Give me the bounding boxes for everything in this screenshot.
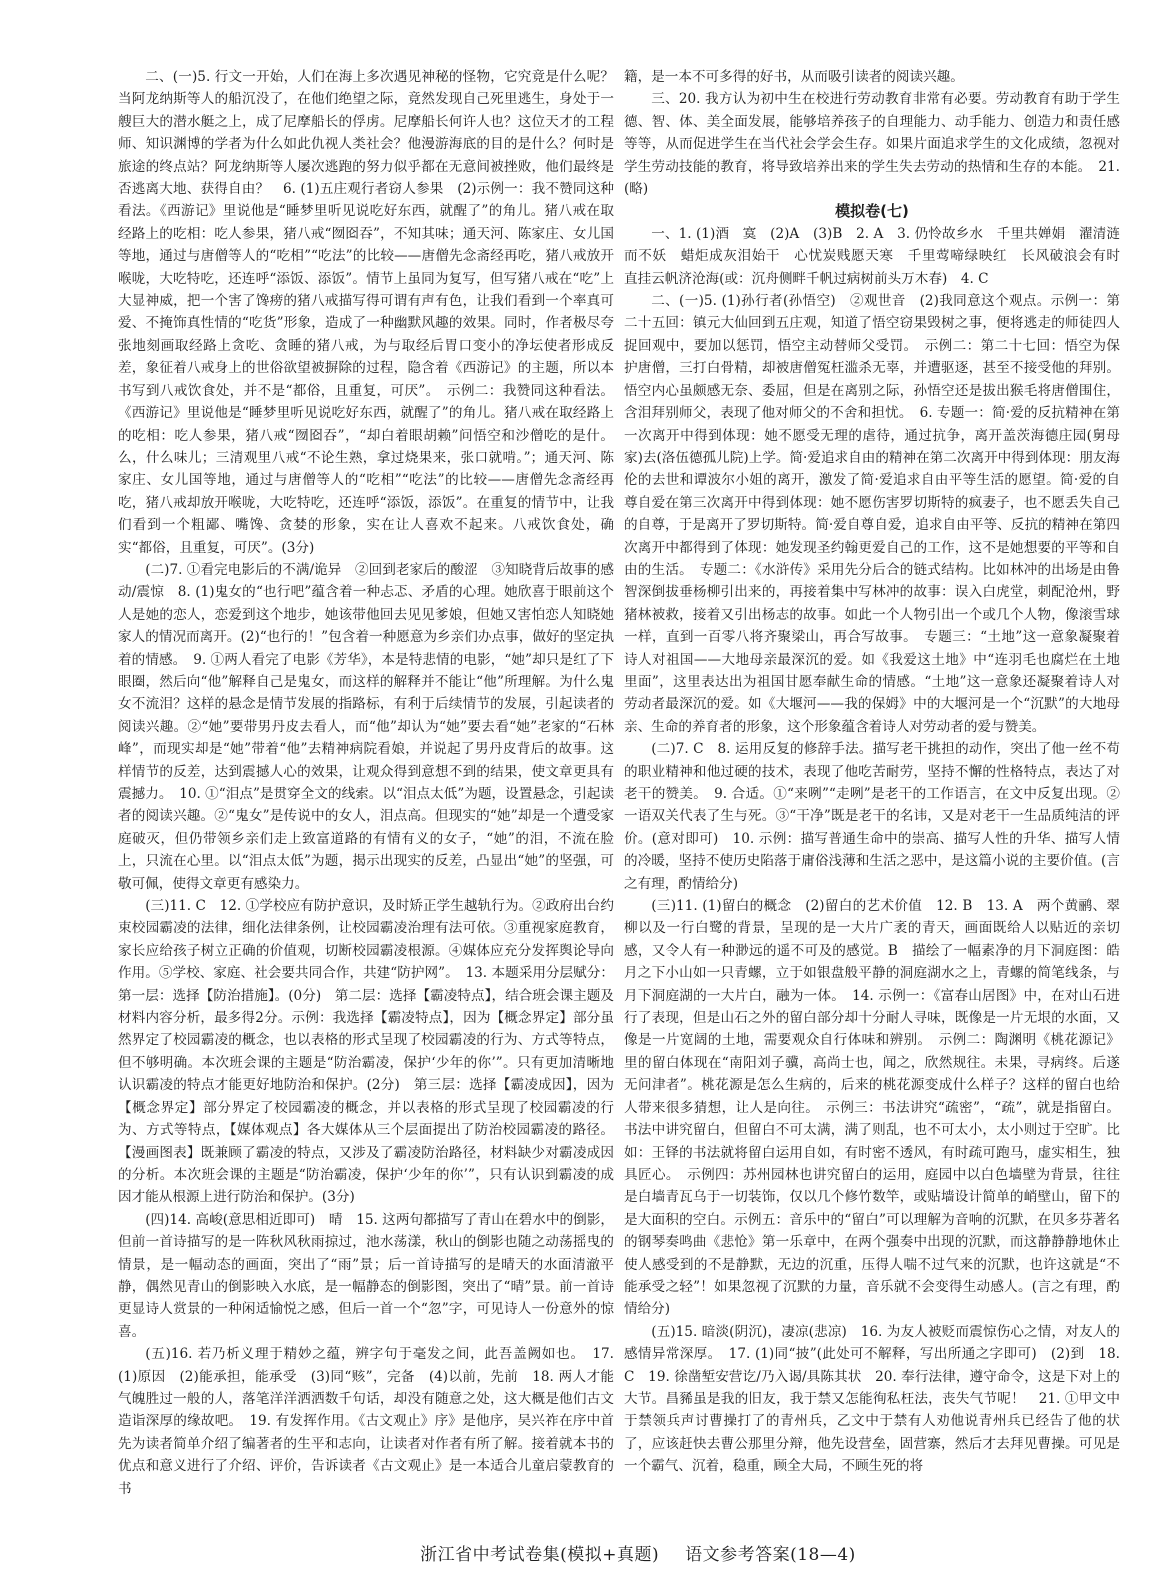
answer-paragraph: (五)15. 暗淡(阴沉)，凄凉(悲凉) 16. 为友人被贬而震惊伤心之情，对友人的感情异常深厚。 17. (1)同“披”(此处可不解释，写出所通之字即可) (2)到 18. C 19. 徐凿堑安营讫/乃入谒/具陈其状 20. 奉行法律，遵守命令，这是下对上的大节。昌豨虽是我的旧友，我于禁又怎能徇私枉法，丧失气节呢！ 21. ①甲文中于禁领兵声讨曹操打了的青州兵，乙文中于禁有人劝他说青州兵已经告了他的状了，应该赶快去曹公那里分辩，他先设营垒，固营寨，然后才去拜见曹操。可见是一个霸气、沉着，稳重，顾全大局，不顾生死的将	[624, 1323, 1120, 1475]
mock-exam-heading: 模拟卷(七)	[835, 202, 909, 221]
page-footer	[318, 1540, 958, 1565]
answer-paragraph: 三、20. 我方认为初中生在校进行劳动教育非常有必要。劳动教育有助于学生德、智、体、美全面发展，能够培养孩子的自理能力、动手能力、创造力和责任感等等，从而促进学生在当代社会学会生存。如果片面追求学生的文化成绩，忽视对学生劳动技能的教育，将导致培养出来的学生失去劳动的热情和生存的本能。 21. (略)	[624, 91, 1120, 198]
footer-book-title: 浙江省中考试卷集(模拟+真题)	[420, 1545, 660, 1565]
continuation-text: 籍，是一本不可多得的好书，从而吸引读者的阅读兴趣。	[624, 69, 964, 85]
answer-paragraph: (二)7. ①看完电影后的不满/诡异 ②回到老家后的酸涩 ③知晓背后故事的感动/震惊 8. (1)鬼女的“也行吧”蕴含着一种忐忑、矛盾的心理。她欣喜于眼前这个人是她的恋人，恋爱到这个地步，她该带他回去见见爹娘，但她又害怕恋人知晓她家人的情况而离开。(2)“也行的！”包含着一种愿意为乡亲们办点事，做好的坚定执着的情感。 9. ①两人看完了电影《芳华》，本是特悲情的电影，“她”却只是红了下眼圈，然后向“他”解释自己是鬼女，而这样的解释并不能让“他”所理解。为什么鬼女不流泪？这样的悬念是情节发展的指路标，有利于后续情节的发展，引起读者的阅读兴趣。②“她”要带男丹皮去看人，而“他”却认为“她”要去看“她”老家的“石林峰”，而现实却是“她”带着“他”去精神病院看娘，并说起了男丹皮背后的故事。这样情节的反差，达到震撼人心的效果，让观众得到意想不到的结果，使文章更具有震撼力。 10. ①“泪点”是贯穿全文的线索。以“泪点太低”为题，设置悬念，引起读者的阅读兴趣。②“鬼女”是传说中的女人，泪点高。但现实的“她”却是一个遭受家庭破灭，但仍带领乡亲们走上致富道路的有情有义的女子，“她”的泪，不流在脸上，只流在心里。以“泪点太低”为题，揭示出现实的反差，凸显出“她”的坚强，可敬可佩，使得文章更有感染力。	[118, 561, 614, 892]
answer-paragraph: (二)7. C 8. 运用反复的修辞手法。描写老干挑担的动作，突出了他一丝不苟的职业精神和他过硬的技术，表现了他吃苦耐劳，坚持不懈的性格特点，表达了对老干的赞美。 9. 合适。①“来咧”“走咧”是老干的工作语言，在文中反复出现。②一语双关代表了生与死。③“干净”既是老干的名讳，又是对老干一生品质纯洁的评价。(意对即可) 10. 示例：描写普通生命中的崇高、描写人性的升华、描写人情的冷暖，坚持不使历史陷落于庸俗浅薄和生活之恶中，是这篇小说的主要价值。(言之有理，酌情给分)	[624, 741, 1120, 892]
answer-paragraph: (五)16. 若乃析义理于精妙之蕴，辨字句于毫发之间，此吾盖阙如也。 17. (1)原因 (2)能承担，能承受 (3)同“赅”，完备 (4)以前，先前 18. 两人才能气魄胜过一般的人，落笔洋洋洒洒数千句话，却没有随意之处，这大概是他们古文造诣深厚的缘故吧。 19. 有发挥作用。《古文观止》序》是他序，吴兴祚在序中首先为读者简单介绍了编著者的生平和志向，让读者对作者有所了解。接着就本书的优点和意义进行了介绍、评价，告诉读者《古文观止》是一本适合儿童启蒙教育的书	[118, 1346, 614, 1497]
answer-paragraph: 二、(一)5. (1)孙行者(孙悟空) ②观世音 (2)我同意这个观点。示例一：第二十五回：镇元大仙回到五庄观，知道了悟空窃果毁树之事，便将逃走的师徒四人捉回观中，要加以惩罚，悟空主动替师父受罚。 示例二：第二十七回：悟空为保护唐僧，三打白骨精，却被唐僧冤枉滥杀无辜，并遭驱逐，甚至不接受他的拜别。悟空内心虽颇感无奈、委屈，但是在离别之际，孙悟空还是拔出猴毛将唐僧围住，含泪拜别师父，表现了他对师父的不舍和担忧。 6. 专题一：简·爱的反抗精神在第一次离开中得到体现：她不愿受无理的虐待，通过抗争，离开盖茨海德庄园(舅母家)去(洛伍德孤儿院)上学。简·爱追求自由的精神在第二次离开中得到体现：朋友海伦的去世和谭波尔小姐的离开，激发了简·爱追求自由平等生活的愿望。简·爱的自尊自爱在第三次离开中得到体现：她不愿伤害罗切斯特的疯妻子，也不愿丢失自己的自尊，于是离开了罗切斯特。简·爱自尊自爱，追求自由平等、反抗的精神在第四次离开中都得到了体现：她发现圣约翰更爱自己的工作，这不是她想要的平等和自由的生活。 专题二：《水浒传》采用先分后合的链式结构。比如林冲的出场是由鲁智深倒拔垂杨柳引出来的，再接着集中写林冲的故事：误入白虎堂，刺配沧州，野猪林被救，接着又引出杨志的故事。如此一个人物引出一个或几个人物，像滚雪球一样，直到一百零八将齐聚梁山，再合写故事。 专题三：“土地”这一意象凝聚着诗人对祖国——大地母亲最深沉的爱。如《我爱这土地》中“连羽毛也腐烂在土地里面”，这里表达出为祖国甘愿奉献生命的情感。“土地”这一意象还凝聚着诗人对劳动者最深沉的爱。如《大堰河——我的保姆》中的大堰河是一个“沉默”的大地母亲、生命的养育者的形象，这个形象蕴含着诗人对劳动者的爱与赞美。	[624, 293, 1121, 735]
answer-paragraph: (三)11. C 12. ①学校应有防护意识，及时矫正学生越轨行为。②政府出台约束校园霸凌的法律，细化法律条例，让校园霸凌治理有法可依。③重视家庭教育，家长应给孩子树立正确的价值观，切断校园霸凌根源。④媒体应充分发挥舆论导向作用。⑤学校、家庭、社会要共同合作，共建“防护网”。 13. 本题采用分层赋分：第一层：选择【防治措施】。(0分) 第二层：选择【霸凌特点】，结合班会课主题及材料内容分析，最多得2分。示例：我选择【霸凌特点】，因为【概念界定】部分虽然界定了校园霸凌的概念，也以表格的形式呈现了校园霸凌的行为、方式等特点，但不够明确。本次班会课的主题是“防治霸凌，保护‘少年的你’”。只有更加清晰地认识霸凌的特点才能更好地防治和保护。(2分) 第三层：选择【霸凌成因】，因为【概念界定】部分界定了校园霸凌的概念，并以表格的形式呈现了校园霸凌的行为、方式等特点，【媒体观点】各大媒体从三个层面提出了防治校园霸凌的路径。【漫画图表】既兼顾了霸凌的特点，又涉及了霸凌防治路径，材料缺少对霸凌成因的分析。本次班会课的主题是“防治霸凌，保护‘少年的你’”，只有认识到霸凌的成因才能从根源上进行防治和保护。(3分)	[118, 898, 614, 1206]
answer-paragraph: (三)11. (1)留白的概念 (2)留白的艺术价值 12. B 13. A 两个黄鹂、翠柳以及一行白鹭的背景，呈现的是一大片广袤的青天，画面既给人以贴近的亲切感，又令人有一种渺远的遥不可及的感觉。B 描绘了一幅素净的月下洞庭图：皓月之下小山如一只青螺，立于如银盘般平静的洞庭湖水之上，青螺的简笔线条，与月下洞庭湖的一大片白，融为一体。 14. 示例一：《富春山居图》中，在对山石进行了表现，但是山石之外的留白部分却十分耐人寻味，既像是一片无垠的水面，又像是一片宽阔的土地，需要观众自行体味和辨别。 示例二：陶渊明《桃花源记》里的留白体现在“南阳刘子骥，高尚士也，闻之，欣然规往。未果，寻病终。后遂无问津者”。桃花源是怎么生病的，后来的桃花源变成什么样子？这样的留白也给人带来很多猜想，让人是向往。 示例三：书法讲究“疏密”，“疏”，就是指留白。书法中讲究留白，但留白不可太满，满了则乱，也不可太小，太小则过于空旷。比如：王铎的书法就将留白运用自如，有时密不透风，有时疏可跑马，虚实相生，独具匠心。 示例四：苏州园林也讲究留白的运用，庭园中以白色墙壁为背景，往往是白墙青瓦乌于一切装饰，仅以几个修竹数竿，或贴墙设计简单的峭壁山，留下的是大面积的空白。示例五：音乐中的“留白”可以理解为音响的沉默，在贝多芬著名的钢琴奏鸣曲《悲怆》第一乐章中，在两个强奏中出现的沉默，而这静静静地休止使人感受到的不是静默，无边的沉重，压得人喘不过气来的沉默，也许这就是“不能承受之轻”！如果忽视了沉默的力量，音乐就不会变得生动感人。(言之有理，酌情给分)	[624, 898, 1120, 1318]
answer-paragraph: 一、1. (1)酒 寞 (2)A (3)B 2. A 3. 仍怜故乡水 千里共婵娟 濯清涟而不妖 蜡炬成灰泪始干 心忧炭贱愿天寒 千里莺啼绿映红 长风破浪会有时 直挂云帆济沧海(或：沉舟侧畔千帆过病树前头万木春) 4. C	[624, 225, 1134, 287]
answer-paragraph: 二、(一)5. 行文一开始，人们在海上多次遇见神秘的怪物，它究竟是什么呢？当阿龙纳斯等人的船沉没了，在他们绝望之际，竟然发现自己死里逃生，身处于一艘巨大的潜水艇之上，成了尼摩船长的俘虏。尼摩船长何许人也？这位天才的工程师、知识渊博的学者为什么如此仇视人类社会？他漫游海底的目的是什么？何时是旅途的终点站？阿龙纳斯等人屡次逃跑的努力似乎都在无意间被挫败，他们最终是否逃离大地、获得自由？ 6. (1)五庄观行者窃人参果 (2)示例一：我不赞同这种看法。《西游记》里说他是“睡梦里听见说吃好东西，就醒了”的角儿。猪八戒在取经路上的吃相：吃人参果，猪八戒“囫囵吞”，不知其味；通天河、陈家庄、女儿国等地，通过与唐僧等人的“吃相”“吃法”的比较——唐僧先念斋经再吃，猪八戒放开喉咙，大吃特吃，还连呼“添饭、添饭”。情节上虽同为复写，但写猪八戒在“吃”上大显神威，把一个害了馋痨的猪八戒描写得可谓有声有色，让我们看到一个率真可爱、不掩饰真性情的“吃货”形象，造成了一种幽默风趣的效果。同时，作者极尽夸张地刻画取经路上贪吃、贪睡的猪八戒，为与取经后胃口变小的净坛使者形成反差，象征着八戒身上的世俗欲望被摒除的过程，隐含着《西游记》的主题，所以本书写到八戒饮食处，并不是“都俗，且重复，可厌”。 示例二：我赞同这种看法。《西游记》里说他是“睡梦里听见说吃好东西，就醒了”的角儿。猪八戒在取经路上的吃相：吃人参果，猪八戒“囫囵吞”，“却白着眼胡赖”问悟空和沙僧吃的是什。么，什么味儿；三清观里八戒“不论生熟，拿过烧果来，张口就啃。”；通天河、陈家庄、女儿国等地，通过与唐僧等人的“吃相”“吃法”的比较——唐僧先念斋经再吃，猪八戒却放开喉咙，大吃特吃，还连呼“添饭，添饭”。在重复的情节中，让我们看到一个粗鄙、嘴馋、贪婪的形象，实在让人喜欢不起来。八戒饮食处，确实“都俗，且重复，可厌”。(3分)	[118, 69, 614, 556]
left-column	[118, 66, 614, 1510]
footer-subject: 语文参考答案(18—4)	[685, 1545, 856, 1565]
right-column	[624, 66, 1134, 1510]
answer-paragraph: (四)14. 高峻(意思相近即可) 晴 15. 这两句都描写了青山在碧水中的倒影，但前一首诗描写的是一阵秋风秋雨掠过，池水荡漾，秋山的倒影也随之动荡摇曳的情景，是一幅动态的画面，突出了“雨”景；后一首诗描写的是晴天的水面清澈平静，偶然见青山的倒影映入水底，是一幅静态的倒影图，突出了“晴”景。前一首诗更显诗人赏景的一种闲适愉悦之感，但后一首一个“忽”字，可见诗人一份意外的惊喜。	[118, 1211, 614, 1340]
